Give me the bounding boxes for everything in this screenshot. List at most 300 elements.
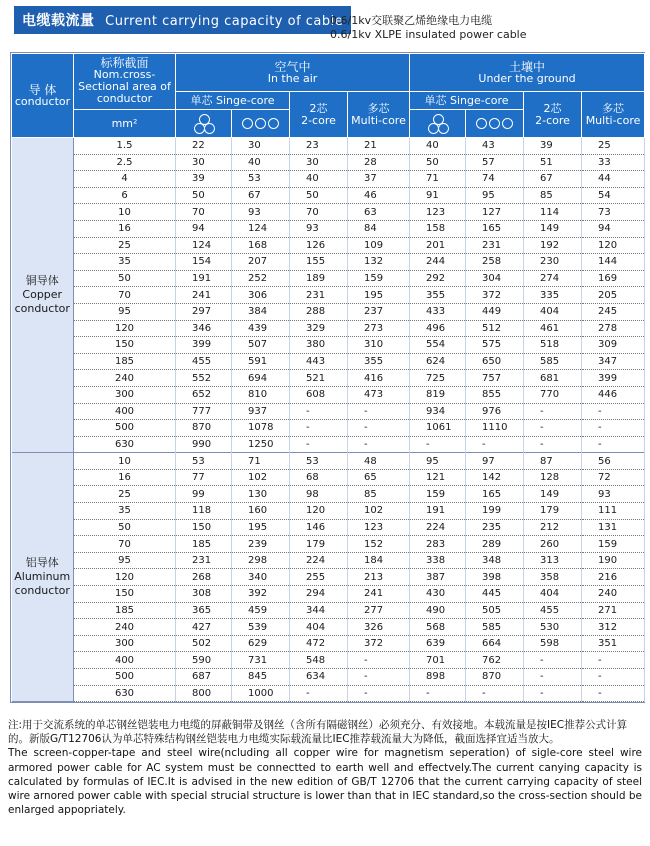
table-row [12, 602, 645, 619]
table-row [12, 237, 645, 254]
table-row [12, 635, 645, 652]
ground-multi-core-en: Multi-core [585, 113, 641, 127]
capacity-cell: 40 [232, 154, 290, 171]
capacity-cell: 427 [176, 619, 232, 636]
capacity-cell: 127 [466, 204, 524, 221]
cross-section-cell: 400 [74, 652, 176, 669]
capacity-cell: 121 [410, 469, 466, 486]
capacity-cell: 548 [290, 652, 348, 669]
cross-section-cell: 16 [74, 220, 176, 237]
capacity-cell: 681 [524, 370, 582, 387]
capacity-cell: 505 [466, 602, 524, 619]
capacity-cell: 694 [232, 370, 290, 387]
table-row [12, 220, 645, 237]
capacity-cell: 95 [410, 453, 466, 470]
capacity-cell: 109 [348, 237, 410, 254]
capacity-cell: 231 [466, 237, 524, 254]
capacity-cell: 118 [176, 503, 232, 520]
cross-section-cell: 50 [74, 270, 176, 287]
capacity-cell: 845 [232, 669, 290, 686]
table-row [12, 669, 645, 686]
ground-two-core-header [524, 92, 582, 138]
capacity-cell: 398 [466, 569, 524, 586]
table-row [12, 353, 645, 370]
capacity-cell: 123 [410, 204, 466, 221]
table-row [12, 503, 645, 520]
conductor-label-cn: 铝导体 [25, 556, 59, 570]
capacity-cell: 48 [348, 453, 410, 470]
capacity-cell: 93 [232, 204, 290, 221]
capacity-cell: 65 [348, 469, 410, 486]
ground-multi-core-header [582, 92, 645, 138]
capacity-cell: - [466, 436, 524, 453]
capacity-cell: 21 [348, 138, 410, 155]
capacity-cell: 455 [176, 353, 232, 370]
table-row [12, 204, 645, 221]
capacity-cell: 348 [466, 552, 524, 569]
capacity-cell: 274 [524, 270, 582, 287]
cross-section-cell: 25 [74, 486, 176, 503]
capacity-cell: 99 [176, 486, 232, 503]
cross-section-cell: 500 [74, 669, 176, 686]
capacity-cell: 70 [176, 204, 232, 221]
capacity-cell: - [582, 652, 645, 669]
conductor-label-cn: 铜导体 [25, 274, 59, 288]
capacity-cell: - [348, 403, 410, 420]
capacity-cell: 530 [524, 619, 582, 636]
capacity-cell: 664 [466, 635, 524, 652]
section-header-cn: 标称截面 [100, 56, 149, 70]
capacity-cell: 191 [410, 503, 466, 520]
conductor-group-label [12, 453, 74, 702]
cross-section-cell: 630 [74, 436, 176, 453]
capacity-cell: 230 [524, 254, 582, 271]
conductor-group-label [12, 138, 74, 453]
capacity-cell: 521 [290, 370, 348, 387]
capacity-cell: - [348, 685, 410, 702]
capacity-cell: 298 [232, 552, 290, 569]
capacity-cell: 71 [232, 453, 290, 470]
capacity-cell: 73 [582, 204, 645, 221]
capacity-cell: 268 [176, 569, 232, 586]
capacity-cell: 30 [290, 154, 348, 171]
ground-header-en: Under the ground [478, 71, 576, 85]
capacity-cell: - [348, 652, 410, 669]
capacity-cell: - [582, 669, 645, 686]
capacity-cell: 404 [524, 303, 582, 320]
conductor-header [12, 54, 74, 138]
capacity-cell: 150 [176, 519, 232, 536]
capacity-cell: 131 [582, 519, 645, 536]
capacity-cell: 40 [410, 138, 466, 155]
capacity-cell: 87 [524, 453, 582, 470]
capacity-cell: 585 [466, 619, 524, 636]
capacity-cell: 725 [410, 370, 466, 387]
capacity-cell: 347 [582, 353, 645, 370]
capacity-cell: 155 [290, 254, 348, 271]
cross-section-cell: 35 [74, 254, 176, 271]
flat-formation-icon [232, 110, 290, 138]
capacity-cell: 585 [524, 353, 582, 370]
capacity-cell: - [348, 436, 410, 453]
capacity-cell: 297 [176, 303, 232, 320]
capacity-cell: 358 [524, 569, 582, 586]
capacity-cell: 539 [232, 619, 290, 636]
capacity-cell: 30 [232, 138, 290, 155]
table-row [12, 138, 645, 155]
capacity-cell: 260 [524, 536, 582, 553]
capacity-cell: 288 [290, 303, 348, 320]
capacity-cell: 255 [290, 569, 348, 586]
capacity-cell: 934 [410, 403, 466, 420]
table-row [12, 171, 645, 188]
capacity-cell: 23 [290, 138, 348, 155]
capacity-cell: 37 [348, 171, 410, 188]
capacity-cell: 102 [348, 503, 410, 520]
capacity-cell: 189 [290, 270, 348, 287]
table-row [12, 569, 645, 586]
title-en: Current carrying capacity of cable [105, 14, 344, 29]
capacity-cell: 608 [290, 386, 348, 403]
capacity-cell: 568 [410, 619, 466, 636]
section-unit: mm² [74, 110, 176, 138]
capacity-cell: 335 [524, 287, 582, 304]
capacity-cell: 43 [466, 138, 524, 155]
section-header-en: Nom.cross-Sectional area of conductor [78, 68, 171, 105]
capacity-cell: 111 [582, 503, 645, 520]
capacity-cell: 159 [348, 270, 410, 287]
cross-section-cell: 120 [74, 569, 176, 586]
capacity-cell: 190 [582, 552, 645, 569]
capacity-cell: 120 [290, 503, 348, 520]
capacity-cell: 184 [348, 552, 410, 569]
capacity-cell: 278 [582, 320, 645, 337]
table-row [12, 552, 645, 569]
capacity-cell: 443 [290, 353, 348, 370]
title-cn: 电缆载流量 [22, 13, 95, 29]
cross-section-cell: 400 [74, 403, 176, 420]
capacity-cell: 351 [582, 635, 645, 652]
flat-formation-icon [466, 110, 524, 138]
cross-section-cell: 630 [74, 685, 176, 702]
capacity-cell: 687 [176, 669, 232, 686]
capacity-cell: 195 [232, 519, 290, 536]
cross-section-cell: 240 [74, 619, 176, 636]
capacity-cell: 575 [466, 337, 524, 354]
capacity-cell: 473 [348, 386, 410, 403]
capacity-cell: 201 [410, 237, 466, 254]
capacity-cell: 160 [232, 503, 290, 520]
capacity-cell: 71 [410, 171, 466, 188]
table-row [12, 187, 645, 204]
cross-section-cell: 16 [74, 469, 176, 486]
table-row [12, 154, 645, 171]
table-row [12, 370, 645, 387]
capacity-cell: 39 [524, 138, 582, 155]
capacity-cell: 244 [410, 254, 466, 271]
cross-section-cell: 35 [74, 503, 176, 520]
capacity-cell: 54 [582, 187, 645, 204]
capacity-cell: 85 [348, 486, 410, 503]
conductor-header-cn: 导 体 [28, 82, 57, 97]
capacity-cell: 1000 [232, 685, 290, 702]
cross-section-cell: 10 [74, 204, 176, 221]
capacity-cell: 289 [466, 536, 524, 553]
cross-section-cell: 185 [74, 602, 176, 619]
capacity-cell: 624 [410, 353, 466, 370]
capacity-cell: 40 [290, 171, 348, 188]
capacity-cell: 207 [232, 254, 290, 271]
capacity-cell: 634 [290, 669, 348, 686]
table-row [12, 320, 645, 337]
capacity-cell: 990 [176, 436, 232, 453]
capacity-cell: 93 [290, 220, 348, 237]
capacity-cell: 179 [524, 503, 582, 520]
cross-section-cell: 10 [74, 453, 176, 470]
cross-section-cell: 95 [74, 303, 176, 320]
capacity-cell: 590 [176, 652, 232, 669]
table-row [12, 536, 645, 553]
capacity-cell: - [466, 685, 524, 702]
cross-section-cell: 2.5 [74, 154, 176, 171]
capacity-cell: - [290, 436, 348, 453]
capacity-cell: 74 [466, 171, 524, 188]
capacity-cell: 168 [232, 237, 290, 254]
subtitle-cn: 0.6/1kv交联聚乙烯绝缘电力电缆 [330, 14, 493, 27]
table-row [12, 254, 645, 271]
ground-header-cn: 土壤中 [509, 59, 546, 74]
table-row [12, 270, 645, 287]
cross-section-cell: 70 [74, 536, 176, 553]
capacity-cell: 231 [290, 287, 348, 304]
table-row [12, 469, 645, 486]
capacity-cell: 128 [524, 469, 582, 486]
capacity-cell: 701 [410, 652, 466, 669]
capacity-cell: 283 [410, 536, 466, 553]
capacity-cell: 338 [410, 552, 466, 569]
capacity-cell: 490 [410, 602, 466, 619]
cross-section-cell: 240 [74, 370, 176, 387]
capacity-cell: 372 [466, 287, 524, 304]
ground-two-core-cn: 2芯 [543, 101, 562, 115]
capacity-cell: 355 [348, 353, 410, 370]
capacity-cell: - [290, 420, 348, 437]
cross-section-cell: 6 [74, 187, 176, 204]
table-body [12, 138, 645, 702]
capacity-cell: 312 [582, 619, 645, 636]
capacity-cell: 461 [524, 320, 582, 337]
capacity-cell: 372 [348, 635, 410, 652]
capacity-cell: 84 [348, 220, 410, 237]
capacity-cell: 1250 [232, 436, 290, 453]
table-row [12, 586, 645, 603]
capacity-cell: - [290, 685, 348, 702]
capacity-cell: 195 [348, 287, 410, 304]
trefoil-icon [176, 110, 232, 138]
capacity-cell: 472 [290, 635, 348, 652]
capacity-cell: 179 [290, 536, 348, 553]
capacity-cell: 114 [524, 204, 582, 221]
capacity-cell: 91 [410, 187, 466, 204]
air-header [176, 54, 410, 92]
capacity-cell: 126 [290, 237, 348, 254]
capacity-cell: 152 [348, 536, 410, 553]
capacity-cell: 294 [290, 586, 348, 603]
capacity-cell: 439 [232, 320, 290, 337]
capacity-cell: 67 [524, 171, 582, 188]
capacity-cell: 124 [232, 220, 290, 237]
capacity-cell: 123 [348, 519, 410, 536]
capacity-cell: 33 [582, 154, 645, 171]
cross-section-cell: 50 [74, 519, 176, 536]
capacity-cell: 98 [290, 486, 348, 503]
capacity-cell: 554 [410, 337, 466, 354]
capacity-cell: 273 [348, 320, 410, 337]
capacity-cell: - [524, 436, 582, 453]
capacity-cell: 224 [290, 552, 348, 569]
capacity-cell: 252 [232, 270, 290, 287]
capacity-cell: 85 [524, 187, 582, 204]
capacity-cell: - [524, 652, 582, 669]
capacity-cell: 1061 [410, 420, 466, 437]
capacity-cell: 404 [290, 619, 348, 636]
cross-section-cell: 120 [74, 320, 176, 337]
air-two-core-header [290, 92, 348, 138]
capacity-cell: 191 [176, 270, 232, 287]
capacity-cell: 120 [582, 237, 645, 254]
capacity-cell: 199 [466, 503, 524, 520]
ground-two-core-en: 2-core [535, 113, 570, 127]
capacity-cell: 404 [524, 586, 582, 603]
capacity-cell: 1110 [466, 420, 524, 437]
air-single-core-header: 单芯 Singe-core [176, 92, 290, 110]
table-row [12, 652, 645, 669]
capacity-cell: 762 [466, 652, 524, 669]
table-row [12, 685, 645, 702]
capacity-cell: 72 [582, 469, 645, 486]
capacity-cell: 239 [232, 536, 290, 553]
capacity-cell: - [582, 403, 645, 420]
trefoil-icon [410, 110, 466, 138]
capacity-cell: 819 [410, 386, 466, 403]
air-header-cn: 空气中 [274, 59, 311, 74]
capacity-cell: 235 [466, 519, 524, 536]
capacity-cell: 50 [176, 187, 232, 204]
capacity-cell: 231 [176, 552, 232, 569]
capacity-cell: 455 [524, 602, 582, 619]
capacity-cell: 355 [410, 287, 466, 304]
capacity-cell: 309 [582, 337, 645, 354]
air-header-en: In the air [267, 71, 318, 85]
capacity-cell: 277 [348, 602, 410, 619]
cross-section-cell: 150 [74, 337, 176, 354]
subtitle-en: 0.6/1kv XLPE insulated power cable [330, 28, 527, 41]
capacity-cell: 445 [466, 586, 524, 603]
capacity-cell: 46 [348, 187, 410, 204]
capacity-cell: - [582, 685, 645, 702]
capacity-cell: - [348, 669, 410, 686]
capacity-cell: 205 [582, 287, 645, 304]
cross-section-cell: 25 [74, 237, 176, 254]
capacity-cell: 146 [290, 519, 348, 536]
capacity-cell: 258 [466, 254, 524, 271]
capacity-cell: 652 [176, 386, 232, 403]
capacity-cell: 777 [176, 403, 232, 420]
capacity-cell: 53 [290, 453, 348, 470]
capacity-cell: 308 [176, 586, 232, 603]
subtitle [330, 14, 527, 42]
capacity-cell: 216 [582, 569, 645, 586]
conductor-header-en: conductor [14, 94, 71, 108]
capacity-cell: 169 [582, 270, 645, 287]
capacity-cell: 142 [466, 469, 524, 486]
air-two-core-cn: 2芯 [309, 101, 328, 115]
capacity-cell: 591 [232, 353, 290, 370]
capacity-cell: 1078 [232, 420, 290, 437]
capacity-cell: 165 [466, 220, 524, 237]
ground-single-core-header: 单芯 Singe-core [410, 92, 524, 110]
capacity-cell: - [582, 436, 645, 453]
capacity-cell: 77 [176, 469, 232, 486]
section-header [74, 54, 176, 110]
capacity-cell: 304 [466, 270, 524, 287]
capacity-cell: 44 [582, 171, 645, 188]
capacity-cell: 102 [232, 469, 290, 486]
capacity-cell: 67 [232, 187, 290, 204]
capacity-cell: 185 [176, 536, 232, 553]
capacity-cell: 855 [466, 386, 524, 403]
capacity-cell: 502 [176, 635, 232, 652]
capacity-cell: 387 [410, 569, 466, 586]
table-row [12, 436, 645, 453]
cross-section-cell: 95 [74, 552, 176, 569]
table-row [12, 386, 645, 403]
table-row [12, 287, 645, 304]
capacity-cell: 53 [176, 453, 232, 470]
capacity-cell: 598 [524, 635, 582, 652]
capacity-cell: 68 [290, 469, 348, 486]
capacity-cell: 165 [466, 486, 524, 503]
capacity-cell: 130 [232, 486, 290, 503]
capacity-cell: 56 [582, 453, 645, 470]
capacity-cell: 30 [176, 154, 232, 171]
capacity-cell: 57 [466, 154, 524, 171]
capacity-cell: - [410, 436, 466, 453]
note-cn: 注:用于交流系统的单芯钢丝铠装电力电缆的屏蔽铜带及钢丝（含所有隔磁钢丝）必须充分、有效接地。本载流量是按IEC推荐公式计算的。新版G/T12706认为单芯特殊结构钢丝铠装电力电缆实际载流量比IEC推荐载流量大为降低，截面选择宜适当放大。 [8, 719, 628, 746]
capacity-cell: 39 [176, 171, 232, 188]
capacity-cell: 245 [582, 303, 645, 320]
capacity-cell: 237 [348, 303, 410, 320]
cross-section-cell: 4 [74, 171, 176, 188]
table-header [12, 54, 645, 138]
table-row [12, 420, 645, 437]
capacity-cell: 154 [176, 254, 232, 271]
capacity-cell: 399 [582, 370, 645, 387]
capacity-cell: 94 [582, 220, 645, 237]
cross-section-cell: 1.5 [74, 138, 176, 155]
capacity-cell: 159 [410, 486, 466, 503]
capacity-cell: 124 [176, 237, 232, 254]
capacity-cell: - [582, 420, 645, 437]
capacity-cell: - [410, 685, 466, 702]
capacity-cell: 93 [582, 486, 645, 503]
capacity-cell: 512 [466, 320, 524, 337]
note-en: The screen-copper-tape and steel wire(ncluding all copper wire for magnetism seperation) of sigle-core steel wire armored power cable for AC system must be connectted to earth well and effectvely.The current canying capacity is calculated by formulas of IEC.It is advised in the new edition of GB/T 12706 that the current carrying capacity of steel wire arnored power cable with special strucial structure is lower than that in IEC standard,so the cross-section should be enlarged appopriately. [8, 747, 642, 817]
capacity-cell: 459 [232, 602, 290, 619]
air-multi-core-header [348, 92, 410, 138]
capacity-cell: 976 [466, 403, 524, 420]
capacity-cell: - [524, 403, 582, 420]
